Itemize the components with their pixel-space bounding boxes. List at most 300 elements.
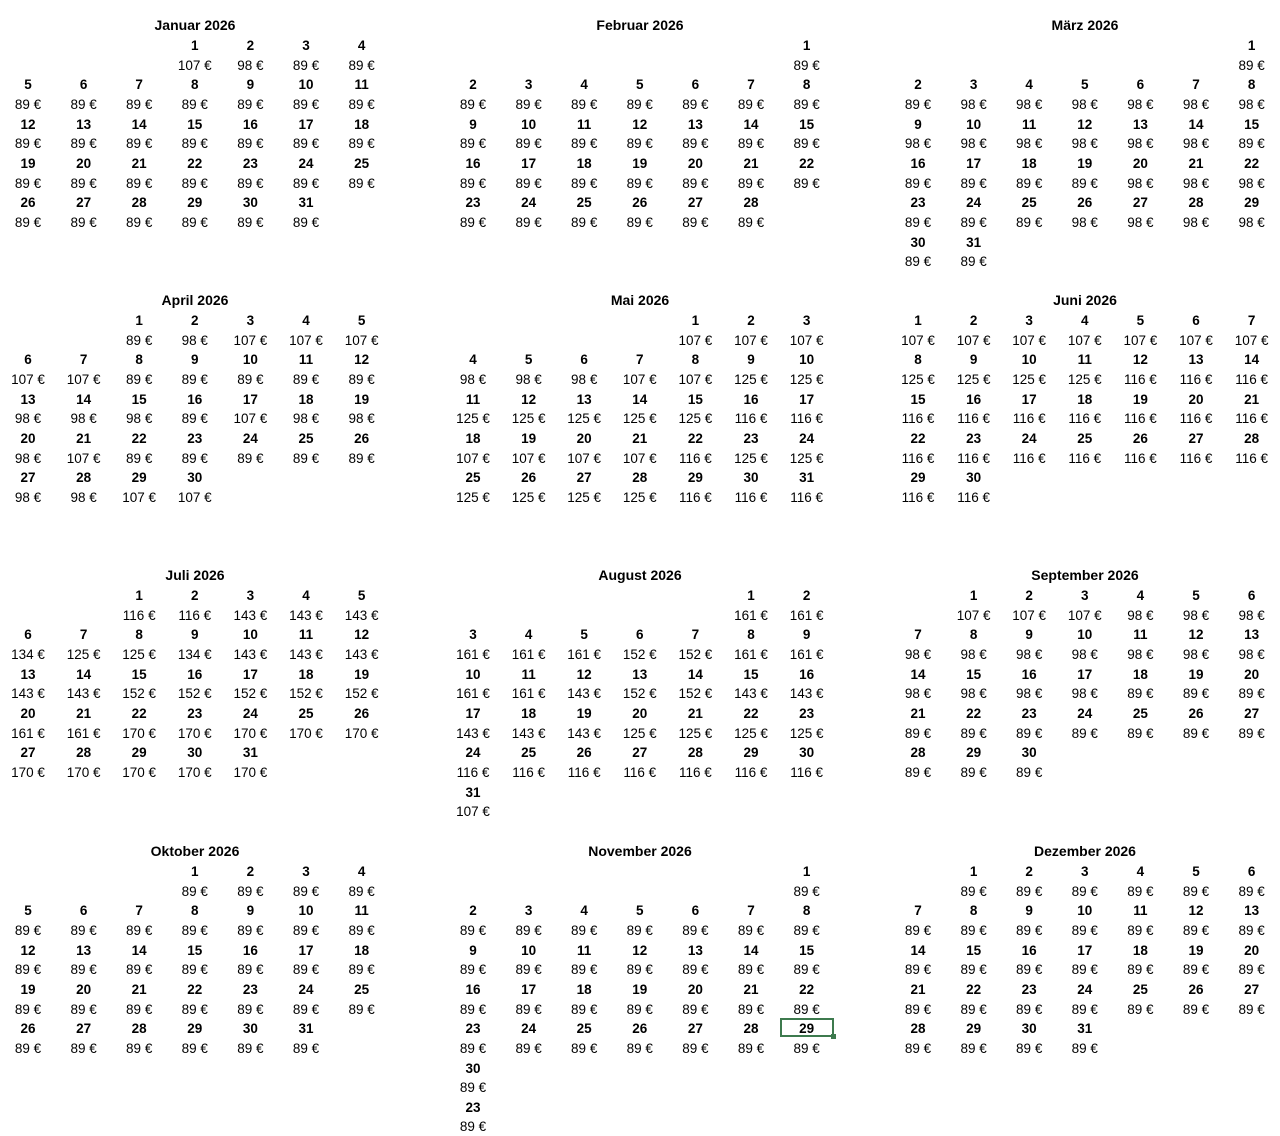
day-price[interactable]: 89 €: [459, 1119, 487, 1135]
calendar-day[interactable]: 21: [76, 430, 92, 446]
day-price[interactable]: 98 €: [14, 411, 42, 427]
calendar-day[interactable]: 12: [1188, 627, 1204, 643]
day-price[interactable]: 98 €: [1238, 214, 1265, 230]
day-price[interactable]: 89 €: [237, 922, 264, 938]
day-price[interactable]: 107 €: [456, 804, 490, 820]
day-price[interactable]: 89 €: [459, 1040, 487, 1056]
calendar-day[interactable]: 20: [76, 981, 92, 997]
day-price[interactable]: 161 €: [734, 646, 768, 662]
calendar-day[interactable]: 5: [24, 903, 32, 919]
day-price[interactable]: 98 €: [1127, 214, 1154, 230]
calendar-day[interactable]: 13: [1132, 116, 1148, 132]
day-price[interactable]: 89 €: [348, 96, 375, 112]
calendar-day[interactable]: 8: [191, 77, 199, 93]
day-price[interactable]: 98 €: [14, 450, 42, 466]
calendar-day[interactable]: 31: [966, 234, 982, 250]
calendar-day[interactable]: 23: [1021, 981, 1037, 997]
calendar-day[interactable]: 30: [966, 470, 982, 486]
calendar-day[interactable]: 2: [191, 313, 199, 328]
day-price[interactable]: 89 €: [237, 96, 264, 112]
day-price[interactable]: 89 €: [181, 450, 208, 466]
calendar-day[interactable]: 3: [1025, 313, 1033, 328]
calendar-day[interactable]: 16: [743, 391, 759, 407]
calendar-day[interactable]: 17: [521, 155, 537, 171]
calendar-day[interactable]: 8: [1247, 77, 1256, 93]
calendar-day[interactable]: 18: [576, 981, 592, 997]
day-price[interactable]: 107 €: [1123, 332, 1158, 348]
day-price[interactable]: 152 €: [344, 686, 379, 702]
day-price[interactable]: 98 €: [1071, 96, 1098, 112]
calendar-day[interactable]: 29: [966, 745, 982, 761]
calendar-day[interactable]: 15: [966, 942, 982, 958]
day-price[interactable]: 89 €: [126, 96, 153, 112]
calendar-day[interactable]: 17: [242, 391, 258, 407]
calendar-day[interactable]: 8: [969, 627, 978, 643]
day-price[interactable]: 89 €: [459, 175, 487, 191]
day-price[interactable]: 89 €: [70, 962, 97, 978]
calendar-day[interactable]: 13: [1244, 627, 1260, 643]
day-price[interactable]: 98 €: [1182, 136, 1210, 152]
day-price[interactable]: 125 €: [511, 489, 546, 505]
day-price[interactable]: 89 €: [960, 254, 987, 270]
calendar-day[interactable]: 20: [687, 981, 703, 997]
calendar-day[interactable]: 23: [743, 430, 759, 446]
day-price[interactable]: 143 €: [789, 686, 824, 702]
calendar-day[interactable]: 12: [354, 352, 370, 368]
day-price[interactable]: 89 €: [14, 96, 42, 112]
day-price[interactable]: 170 €: [177, 725, 212, 741]
day-price[interactable]: 89 €: [1182, 725, 1210, 741]
day-price[interactable]: 89 €: [1182, 962, 1210, 978]
day-price[interactable]: 116 €: [122, 607, 156, 623]
day-price[interactable]: 89 €: [237, 1001, 264, 1017]
calendar-day[interactable]: 7: [691, 627, 700, 643]
day-price[interactable]: 125 €: [66, 646, 101, 662]
day-price[interactable]: 89 €: [14, 1040, 42, 1056]
calendar-day[interactable]: 24: [298, 155, 314, 171]
day-price[interactable]: 89 €: [904, 922, 932, 938]
day-price[interactable]: 107 €: [177, 57, 212, 73]
calendar-day[interactable]: 28: [131, 1021, 147, 1037]
calendar-day[interactable]: 5: [636, 903, 644, 919]
day-price[interactable]: 89 €: [348, 922, 375, 938]
day-price[interactable]: 125 €: [734, 371, 768, 387]
day-price[interactable]: 161 €: [511, 686, 546, 702]
day-price[interactable]: 125 €: [456, 411, 490, 427]
day-price[interactable]: 125 €: [734, 450, 768, 466]
day-price[interactable]: 89 €: [737, 214, 765, 230]
day-price[interactable]: 107 €: [233, 332, 268, 348]
calendar-day[interactable]: 24: [465, 745, 481, 761]
calendar-day[interactable]: 24: [1077, 981, 1093, 997]
day-price[interactable]: 143 €: [567, 686, 602, 702]
day-price[interactable]: 89 €: [626, 214, 653, 230]
calendar-day[interactable]: 4: [580, 903, 588, 919]
day-price[interactable]: 89 €: [737, 175, 765, 191]
calendar-day[interactable]: 7: [135, 77, 143, 93]
day-price[interactable]: 98 €: [459, 371, 487, 387]
day-price[interactable]: 89 €: [515, 962, 542, 978]
day-price[interactable]: 116 €: [512, 764, 545, 780]
calendar-day[interactable]: 22: [743, 705, 759, 721]
day-price[interactable]: 89 €: [1238, 962, 1265, 978]
day-price[interactable]: 89 €: [626, 962, 653, 978]
day-price[interactable]: 89 €: [626, 136, 653, 152]
day-price[interactable]: 89 €: [793, 175, 820, 191]
day-price[interactable]: 107 €: [734, 332, 768, 348]
calendar-day[interactable]: 6: [1247, 864, 1256, 879]
day-price[interactable]: 89 €: [237, 136, 264, 152]
day-price[interactable]: 89 €: [459, 1001, 487, 1017]
calendar-day[interactable]: 7: [747, 903, 755, 919]
calendar-day[interactable]: 19: [1188, 666, 1204, 682]
calendar-day[interactable]: 14: [910, 942, 926, 958]
day-price[interactable]: 89 €: [181, 922, 208, 938]
calendar-day[interactable]: 30: [465, 1060, 481, 1076]
day-price[interactable]: 116 €: [623, 764, 657, 780]
day-price[interactable]: 170 €: [233, 764, 268, 780]
calendar-day[interactable]: 6: [24, 627, 32, 643]
calendar-day[interactable]: 11: [354, 77, 369, 93]
calendar-day[interactable]: 16: [187, 666, 203, 682]
day-price[interactable]: 107 €: [622, 450, 657, 466]
day-price[interactable]: 89 €: [126, 371, 153, 387]
calendar-day[interactable]: 16: [966, 391, 982, 407]
day-price[interactable]: 89 €: [348, 175, 375, 191]
calendar-day[interactable]: 31: [298, 1021, 314, 1037]
day-price[interactable]: 116 €: [1124, 450, 1157, 466]
calendar-day[interactable]: 14: [743, 116, 759, 132]
day-price[interactable]: 89 €: [237, 962, 264, 978]
day-price[interactable]: 89 €: [14, 214, 42, 230]
calendar-day[interactable]: 30: [1021, 745, 1037, 761]
day-price[interactable]: 89 €: [960, 214, 987, 230]
calendar-day[interactable]: 5: [1192, 588, 1200, 603]
calendar-day[interactable]: 5: [357, 313, 366, 328]
day-price[interactable]: 89 €: [1071, 175, 1098, 191]
day-price[interactable]: 89 €: [70, 136, 97, 152]
calendar-day[interactable]: 19: [632, 155, 648, 171]
day-price[interactable]: 89 €: [459, 136, 487, 152]
day-price[interactable]: 107 €: [233, 411, 268, 427]
calendar-day[interactable]: 11: [521, 666, 536, 682]
calendar-day[interactable]: 7: [914, 627, 922, 643]
day-price[interactable]: 89 €: [1238, 725, 1265, 741]
calendar-day[interactable]: 19: [1077, 155, 1093, 171]
day-price[interactable]: 89 €: [126, 1001, 153, 1017]
day-price[interactable]: 89 €: [571, 1001, 598, 1017]
calendar-day[interactable]: 6: [1192, 313, 1200, 328]
day-price[interactable]: 89 €: [1016, 1040, 1043, 1056]
day-price[interactable]: 89 €: [1016, 214, 1043, 230]
calendar-day[interactable]: 3: [524, 77, 533, 93]
calendar-day[interactable]: 18: [465, 430, 481, 446]
day-price[interactable]: 89 €: [960, 1040, 987, 1056]
calendar-day[interactable]: 9: [1025, 903, 1033, 919]
calendar-day[interactable]: 18: [1021, 155, 1037, 171]
day-price[interactable]: 89 €: [793, 962, 820, 978]
calendar-day[interactable]: 27: [632, 745, 648, 761]
day-price[interactable]: 89 €: [571, 1040, 598, 1056]
day-price[interactable]: 89 €: [292, 1040, 320, 1056]
day-price[interactable]: 89 €: [1238, 922, 1265, 938]
day-price[interactable]: 89 €: [1127, 725, 1154, 741]
day-price[interactable]: 125 €: [956, 371, 991, 387]
day-price[interactable]: 98 €: [181, 332, 208, 348]
calendar-day[interactable]: 12: [1132, 352, 1148, 368]
calendar-day[interactable]: 10: [298, 77, 314, 93]
calendar-day[interactable]: 25: [576, 195, 592, 211]
day-price[interactable]: 116 €: [1068, 411, 1102, 427]
day-price[interactable]: 89 €: [459, 922, 487, 938]
day-price[interactable]: 161 €: [11, 725, 45, 741]
calendar-day[interactable]: 21: [1188, 155, 1204, 171]
day-price[interactable]: 89 €: [348, 136, 375, 152]
calendar-day[interactable]: 2: [1025, 588, 1033, 603]
calendar-day[interactable]: 17: [465, 705, 481, 721]
day-price[interactable]: 107 €: [66, 450, 101, 466]
calendar-day[interactable]: 9: [246, 903, 255, 919]
calendar-day[interactable]: 4: [357, 864, 366, 879]
calendar-day[interactable]: 27: [76, 195, 92, 211]
day-price[interactable]: 125 €: [678, 411, 713, 427]
day-price[interactable]: 107 €: [1179, 332, 1213, 348]
calendar-day[interactable]: 10: [966, 116, 982, 132]
day-price[interactable]: 89 €: [292, 922, 320, 938]
calendar-day[interactable]: 24: [799, 430, 815, 446]
day-price[interactable]: 107 €: [1012, 332, 1047, 348]
calendar-day[interactable]: 11: [577, 116, 592, 132]
day-price[interactable]: 116 €: [1235, 371, 1268, 387]
day-price[interactable]: 89 €: [793, 57, 820, 73]
calendar-day[interactable]: 19: [20, 981, 36, 997]
calendar-day[interactable]: 7: [747, 77, 755, 93]
day-price[interactable]: 125 €: [567, 411, 602, 427]
calendar-day[interactable]: 29: [131, 745, 147, 761]
day-price[interactable]: 152 €: [289, 686, 323, 702]
day-price[interactable]: 89 €: [1238, 1001, 1265, 1017]
day-price[interactable]: 89 €: [904, 214, 932, 230]
day-price[interactable]: 89 €: [70, 922, 97, 938]
day-price[interactable]: 89 €: [348, 57, 375, 73]
day-price[interactable]: 107 €: [1067, 332, 1102, 348]
day-price[interactable]: 89 €: [181, 962, 208, 978]
day-price[interactable]: 116 €: [957, 489, 990, 505]
day-price[interactable]: 89 €: [459, 214, 487, 230]
day-price[interactable]: 89 €: [14, 175, 42, 191]
calendar-day[interactable]: 28: [743, 195, 759, 211]
calendar-day[interactable]: 1: [135, 588, 143, 603]
calendar-day[interactable]: 8: [914, 352, 922, 368]
day-price[interactable]: 107 €: [511, 450, 546, 466]
day-price[interactable]: 152 €: [122, 686, 157, 702]
calendar-day[interactable]: 14: [910, 666, 926, 682]
day-price[interactable]: 89 €: [126, 962, 153, 978]
calendar-day[interactable]: 3: [302, 864, 310, 879]
day-price[interactable]: 89 €: [70, 1040, 97, 1056]
calendar-day[interactable]: 4: [1025, 77, 1033, 93]
day-price[interactable]: 89 €: [515, 175, 542, 191]
calendar-day[interactable]: 7: [1192, 77, 1200, 93]
day-price[interactable]: 143 €: [289, 607, 323, 623]
day-price[interactable]: 89 €: [459, 962, 487, 978]
day-price[interactable]: 89 €: [181, 883, 208, 899]
calendar-day[interactable]: 17: [1077, 942, 1093, 958]
day-price[interactable]: 89 €: [348, 1001, 375, 1017]
calendar-day[interactable]: 19: [354, 391, 370, 407]
calendar-day[interactable]: 26: [354, 430, 370, 446]
day-price[interactable]: 125 €: [734, 725, 768, 741]
day-price[interactable]: 125 €: [789, 725, 824, 741]
day-price[interactable]: 98 €: [960, 686, 987, 702]
calendar-day[interactable]: 8: [135, 352, 143, 368]
calendar-day[interactable]: 26: [632, 1021, 648, 1037]
calendar-day[interactable]: 10: [242, 352, 258, 368]
calendar-day[interactable]: 20: [632, 705, 648, 721]
day-price[interactable]: 116 €: [901, 489, 935, 505]
calendar-day[interactable]: 27: [1244, 981, 1260, 997]
calendar-day[interactable]: 29: [131, 470, 147, 486]
day-price[interactable]: 107 €: [678, 371, 713, 387]
calendar-day[interactable]: 8: [135, 627, 143, 643]
calendar-day[interactable]: 31: [242, 745, 258, 761]
day-price[interactable]: 98 €: [571, 371, 598, 387]
day-price[interactable]: 170 €: [233, 725, 268, 741]
day-price[interactable]: 98 €: [1182, 646, 1210, 662]
day-price[interactable]: 89 €: [626, 922, 653, 938]
day-price[interactable]: 161 €: [511, 646, 546, 662]
calendar-day[interactable]: 25: [1077, 430, 1093, 446]
calendar-day[interactable]: 12: [576, 666, 592, 682]
calendar-day[interactable]: 23: [465, 195, 481, 211]
day-price[interactable]: 89 €: [14, 922, 42, 938]
calendar-day[interactable]: 14: [131, 116, 147, 132]
day-price[interactable]: 116 €: [957, 450, 990, 466]
day-price[interactable]: 98 €: [1182, 214, 1210, 230]
day-price[interactable]: 89 €: [515, 96, 542, 112]
calendar-day[interactable]: 24: [298, 981, 314, 997]
calendar-day[interactable]: 5: [636, 77, 644, 93]
calendar-day[interactable]: 30: [1021, 1021, 1037, 1037]
calendar-day[interactable]: 2: [191, 588, 199, 603]
day-price[interactable]: 143 €: [66, 686, 101, 702]
calendar-day[interactable]: 6: [691, 903, 700, 919]
calendar-day[interactable]: 9: [802, 627, 811, 643]
day-price[interactable]: 89 €: [904, 1040, 932, 1056]
calendar-day[interactable]: 15: [187, 116, 203, 132]
calendar-day[interactable]: 23: [187, 705, 203, 721]
day-price[interactable]: 89 €: [571, 214, 598, 230]
calendar-day[interactable]: 16: [465, 981, 481, 997]
calendar-day[interactable]: 19: [521, 430, 537, 446]
calendar-day[interactable]: 25: [1021, 195, 1037, 211]
day-price[interactable]: 89 €: [1127, 1001, 1154, 1017]
calendar-day[interactable]: 25: [1132, 981, 1148, 997]
day-price[interactable]: 152 €: [622, 646, 657, 662]
calendar-day[interactable]: 10: [1077, 627, 1093, 643]
calendar-day[interactable]: 9: [191, 627, 199, 643]
calendar-day[interactable]: 2: [469, 77, 477, 93]
day-price[interactable]: 152 €: [678, 646, 713, 662]
day-price[interactable]: 98 €: [1071, 686, 1098, 702]
day-price[interactable]: 89 €: [571, 922, 598, 938]
calendar-day[interactable]: 26: [1132, 430, 1148, 446]
calendar-day[interactable]: 6: [1247, 588, 1256, 603]
day-price[interactable]: 89 €: [181, 214, 208, 230]
calendar-day[interactable]: 4: [302, 588, 310, 603]
day-price[interactable]: 116 €: [1012, 411, 1046, 427]
day-price[interactable]: 89 €: [571, 96, 598, 112]
calendar-day[interactable]: 21: [910, 981, 926, 997]
calendar-day[interactable]: 5: [524, 352, 533, 368]
day-price[interactable]: 107 €: [956, 607, 991, 623]
day-price[interactable]: 89 €: [904, 96, 932, 112]
calendar-day[interactable]: 9: [246, 77, 255, 93]
calendar-day[interactable]: 3: [802, 313, 811, 328]
calendar-day[interactable]: 26: [20, 1021, 36, 1037]
calendar-day[interactable]: 23: [910, 195, 926, 211]
calendar-day[interactable]: 22: [131, 705, 147, 721]
day-price[interactable]: 116 €: [1235, 450, 1268, 466]
day-price[interactable]: 116 €: [1012, 450, 1046, 466]
calendar-day[interactable]: 16: [1021, 666, 1037, 682]
day-price[interactable]: 116 €: [734, 489, 768, 505]
calendar-day[interactable]: 2: [802, 588, 811, 603]
calendar-day[interactable]: 18: [354, 942, 370, 958]
calendar-day[interactable]: 26: [20, 195, 36, 211]
calendar-day[interactable]: 6: [580, 352, 588, 368]
calendar-day[interactable]: 29: [799, 1021, 815, 1037]
day-price[interactable]: 98 €: [1071, 214, 1098, 230]
day-price[interactable]: 89 €: [1071, 1040, 1098, 1056]
calendar-day[interactable]: 13: [687, 116, 703, 132]
calendar-day[interactable]: 29: [187, 195, 203, 211]
calendar-day[interactable]: 2: [969, 313, 978, 328]
day-price[interactable]: 89 €: [960, 883, 987, 899]
day-price[interactable]: 98 €: [70, 411, 97, 427]
calendar-day[interactable]: 9: [914, 116, 922, 132]
day-price[interactable]: 89 €: [237, 883, 264, 899]
calendar-day[interactable]: 16: [910, 155, 926, 171]
day-price[interactable]: 116 €: [679, 764, 712, 780]
calendar-day[interactable]: 12: [354, 627, 370, 643]
calendar-day[interactable]: 5: [357, 588, 366, 603]
day-price[interactable]: 161 €: [456, 686, 490, 702]
calendar-day[interactable]: 15: [799, 116, 815, 132]
calendar-day[interactable]: 17: [1021, 391, 1037, 407]
calendar-day[interactable]: 14: [131, 942, 147, 958]
calendar-day[interactable]: 28: [687, 745, 703, 761]
day-price[interactable]: 143 €: [11, 686, 45, 702]
calendar-day[interactable]: 6: [636, 627, 644, 643]
day-price[interactable]: 107 €: [901, 332, 935, 348]
calendar-day[interactable]: 17: [298, 942, 314, 958]
calendar-day[interactable]: 11: [577, 942, 592, 958]
calendar-day[interactable]: 11: [298, 627, 314, 643]
day-price[interactable]: 89 €: [793, 1040, 820, 1056]
calendar-day[interactable]: 12: [1077, 116, 1093, 132]
calendar-day[interactable]: 15: [687, 391, 703, 407]
calendar-day[interactable]: 22: [799, 981, 815, 997]
day-price[interactable]: 89 €: [126, 922, 153, 938]
calendar-day[interactable]: 29: [743, 745, 759, 761]
calendar-day[interactable]: 11: [465, 391, 481, 407]
calendar-day[interactable]: 24: [242, 705, 258, 721]
day-price[interactable]: 98 €: [1071, 136, 1098, 152]
calendar-day[interactable]: 18: [1077, 391, 1093, 407]
day-price[interactable]: 98 €: [1182, 607, 1210, 623]
calendar-day[interactable]: 25: [354, 155, 370, 171]
